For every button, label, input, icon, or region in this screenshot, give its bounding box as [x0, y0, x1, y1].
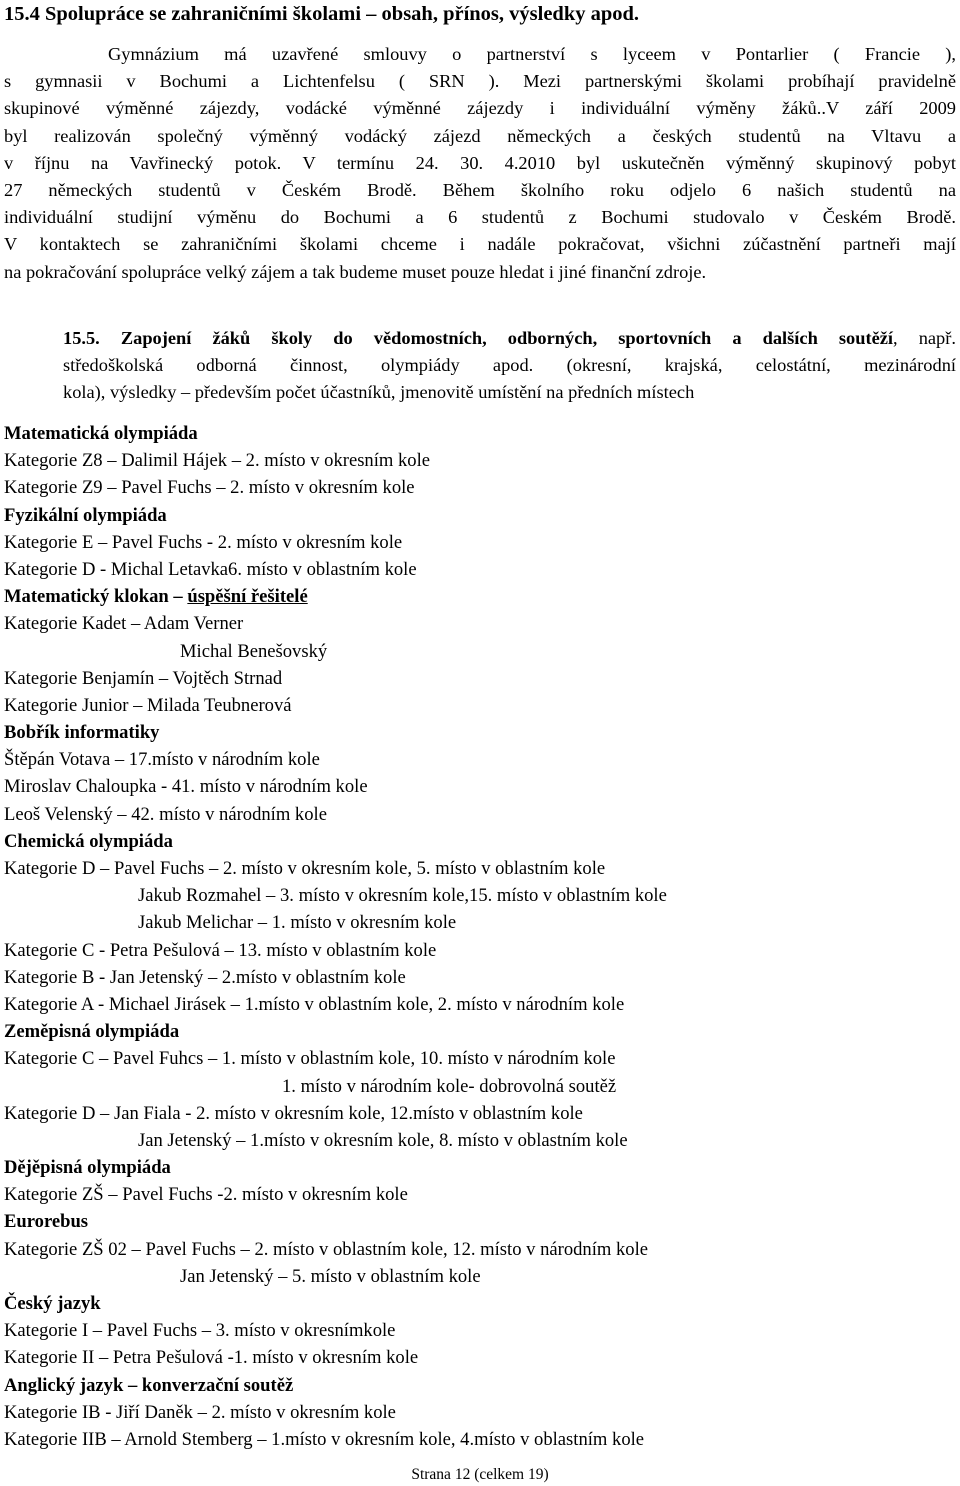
paragraph-line: individuální studijní výměnu do Bochumi a 6 studentů z Bochumi studovalo v Českém Brodě.: [4, 207, 956, 228]
result-line: Kategorie Kadet – Adam Verner: [4, 613, 244, 635]
competition-heading: Fyzikální olympiáda: [4, 504, 167, 526]
paragraph-line: skupinové výměnné zájezdy, vodácké výměnné zájezdy i individuální výměny žáků..V září 2009: [4, 98, 956, 119]
paragraph-line: V kontaktech se zahraničními školami chceme i nadále pokračovat, všichni zúčastnění partneři mají: [4, 234, 956, 255]
section-title-suffix: , např.: [893, 328, 956, 348]
result-line: Kategorie Z8 – Dalimil Hájek – 2. místo v okresním kole: [4, 450, 431, 472]
result-line: Jakub Melichar – 1. místo v okresním kole: [138, 912, 457, 934]
section-line: středoškolská odborná činnost, olympiády apod. (okresní, krajská, celostátní, mezinárodní: [63, 355, 956, 376]
section-line: kola), výsledky – především počet účastníků, jmenovitě umístění na předních místech: [63, 382, 695, 403]
result-line: Kategorie C – Pavel Fuhcs – 1. místo v oblastním kole, 10. místo v národním kole: [4, 1048, 616, 1070]
competition-heading: Chemická olympiáda: [4, 830, 173, 852]
partnership-paragraph: [4, 41, 956, 286]
paragraph-line: s gymnasii v Bochumi a Lichtenfelsu ( SRN ). Mezi partnerskými školami probíhají pravidelně: [4, 71, 956, 92]
result-line: Jan Jetenský – 5. místo v oblastním kole: [180, 1265, 481, 1287]
result-line: 1. místo v národním kole- dobrovolná soutěž: [282, 1075, 617, 1097]
section-15-5: [63, 325, 956, 407]
competition-heading: Anglický jazyk – konverzační soutěž: [4, 1374, 294, 1396]
page-footer: [0, 1466, 960, 1484]
section-number: 15.5.: [63, 328, 100, 348]
section-title: Zapojení žáků školy do vědomostních, odborných, sportovních a dalších soutěží: [120, 328, 894, 348]
paragraph-line: byl realizován společný výměnný vodácký zájezd německých a českých studentů na Vltavu a: [4, 125, 956, 146]
result-line: Michal Benešovský: [180, 640, 328, 662]
page-number: Strana 12 (celkem 19): [411, 1466, 549, 1483]
result-line: Kategorie Junior – Milada Teubnerová: [4, 694, 292, 716]
competition-heading: Dějěpisná olympiáda: [4, 1157, 171, 1179]
competition-heading: Bobřík informatiky: [4, 722, 160, 744]
result-line: Kategorie E – Pavel Fuchs - 2. místo v okresním kole: [4, 531, 403, 553]
result-line: Jan Jetenský – 1.místo v okresním kole, 8. místo v oblastním kole: [138, 1129, 628, 1151]
paragraph-line: 27 německých studentů v Českém Brodě. Během školního roku odjelo 6 našich studentů na: [4, 180, 956, 201]
result-line: Kategorie Z9 – Pavel Fuchs – 2. místo v okresním kole: [4, 477, 415, 499]
result-line: Kategorie Benjamín – Vojtěch Strnad: [4, 667, 283, 689]
section-heading: 15.4 Spolupráce se zahraničními školami – obsah, přínos, výsledky apod.: [4, 3, 640, 25]
result-line: Kategorie D – Jan Fiala - 2. místo v okresním kole, 12.místo v oblastním kole: [4, 1102, 583, 1124]
result-line: Štěpán Votava – 17.místo v národním kole: [4, 749, 320, 771]
paragraph-line: Gymnázium má uzavřené smlouvy o partnerství s lyceem v Pontarlier ( Francie ),: [108, 44, 956, 64]
result-line: Kategorie I – Pavel Fuchs – 3. místo v okresnímkole: [4, 1320, 396, 1342]
competition-heading: Zeměpisná olympiáda: [4, 1021, 180, 1043]
competition-heading: Matematická olympiáda: [4, 423, 198, 444]
result-line: Jakub Rozmahel – 3. místo v okresním kole,15. místo v oblastním kole: [138, 885, 667, 907]
result-line: Kategorie II – Petra Pešulová -1. místo v okresním kole: [4, 1347, 419, 1369]
result-line: Kategorie ZŠ 02 – Pavel Fuchs – 2. místo v oblastním kole, 12. místo v národním kole: [4, 1238, 649, 1260]
competition-heading: Eurorebus: [4, 1211, 89, 1233]
result-line: Kategorie ZŠ – Pavel Fuchs -2. místo v okresním kole: [4, 1184, 408, 1206]
competition-heading-underlined: úspěšní řešitelé: [187, 586, 308, 608]
paragraph-line: na pokračování spolupráce velký zájem a tak budeme muset pouze hledat i jiné finanční zdroje.: [4, 261, 707, 282]
paragraph-line: v říjnu na Vavřinecký potok. V termínu 24. 30. 4.2010 byl uskutečněn výměnný skupinový pobyt: [4, 152, 956, 173]
result-line: Leoš Velenský – 42. místo v národním kole: [4, 803, 327, 825]
competition-results: [4, 420, 956, 1453]
competition-heading: Český jazyk: [4, 1293, 101, 1314]
result-line: Miroslav Chaloupka - 41. místo v národním kole: [4, 776, 368, 798]
result-line: Kategorie D – Pavel Fuchs – 2. místo v okresním kole, 5. místo v oblastním kole: [4, 858, 606, 879]
result-line: Kategorie D - Michal Letavka6. místo v oblastním kole: [4, 558, 417, 580]
result-line: Kategorie IB - Jiří Daněk – 2. místo v okresním kole: [4, 1401, 396, 1423]
result-line: Kategorie B - Jan Jetenský – 2.místo v oblastním kole: [4, 966, 406, 988]
competition-heading: [4, 583, 956, 610]
competition-heading-text: Matematický klokan –: [4, 586, 188, 608]
result-line: Kategorie IIB – Arnold Stemberg – 1.místo v okresním kole, 4.místo v oblastním kole: [4, 1428, 645, 1450]
result-line: Kategorie A - Michael Jirásek – 1.místo v oblastním kole, 2. místo v národním kole: [4, 993, 625, 1015]
result-line: Kategorie C - Petra Pešulová – 13. místo v oblastním kole: [4, 939, 437, 961]
